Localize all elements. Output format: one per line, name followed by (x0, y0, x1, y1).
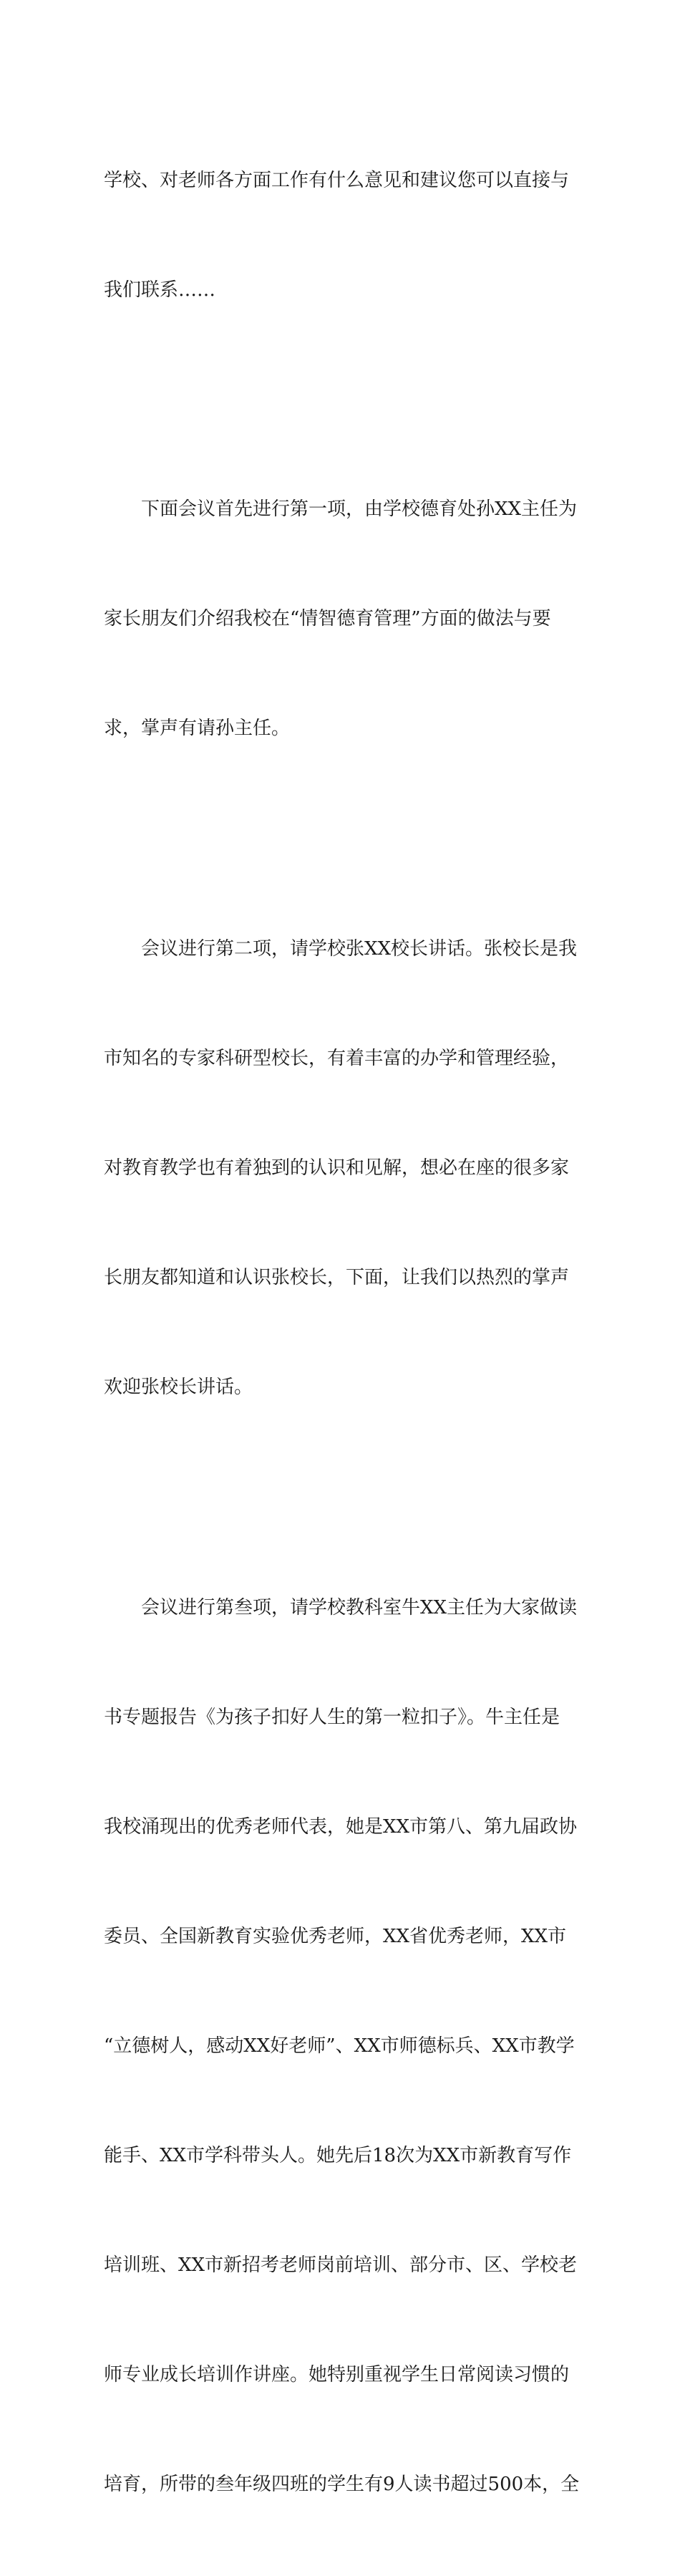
paragraph-line: 对教育教学也有着独到的认识和见解，想必在座的很多家 (104, 1157, 570, 1179)
paragraph-line: 求，掌声有请孙主任。 (104, 718, 291, 739)
paragraph-line: “立德树人，感动XX好老师”、XX市师德标兵、XX市教学 (104, 2035, 575, 2057)
paragraph-line: 培训班、XX市新招考老师岗前培训、部分市、区、学校老 (104, 2254, 578, 2276)
paragraph-line: 学校、对老师各方面工作有什么意见和建议您可以直接与 (104, 170, 570, 191)
paragraph-line: 长朋友都知道和认识张校长，下面，让我们以热烈的掌声 (104, 1267, 570, 1288)
paragraph-line: 欢迎张校长讲话。 (104, 1376, 253, 1398)
paragraph-4 (104, 1517, 581, 2576)
paragraph-1 (104, 90, 581, 382)
paragraph-line: 我校涌现出的优秀老师代表，她是XX市第八、第九届政协 (104, 1816, 578, 1838)
paragraph-2 (104, 418, 581, 820)
document-body (104, 90, 581, 2576)
paragraph-line: 市知名的专家科研型校长，有着丰富的办学和管理经验， (104, 1048, 570, 1069)
paragraph-line: 会议进行第叁项，请学校教科室牛XX主任为大家做读 (141, 1597, 578, 1619)
paragraph-3 (104, 858, 581, 1479)
paragraph-line: 委员、全国新教育实验优秀老师，XX省优秀老师，XX市 (104, 1926, 567, 1947)
paragraph-line: 师专业成长培训作讲座。她特别重视学生日常阅读习惯的 (104, 2364, 570, 2386)
paragraph-line: 书专题报告《为孩子扣好人生的第一粒扣子》。牛主任是 (104, 1707, 560, 1728)
paragraph-line: 下面会议首先进行第一项，由学校德育处孙XX主任为 (141, 498, 578, 520)
paragraph-line: 会议进行第二项，请学校张XX校长讲话。张校长是我 (141, 938, 578, 960)
paragraph-line: 家长朋友们介绍我校在“情智德育管理”方面的做法与要 (104, 608, 551, 629)
paragraph-line: 我们联系…… (104, 279, 216, 301)
paragraph-line: 培育，所带的叁年级四班的学生有9人读书超过500本，全 (104, 2474, 580, 2495)
paragraph-line: 能手、XX市学科带头人。她先后18次为XX市新教育写作 (104, 2145, 572, 2166)
